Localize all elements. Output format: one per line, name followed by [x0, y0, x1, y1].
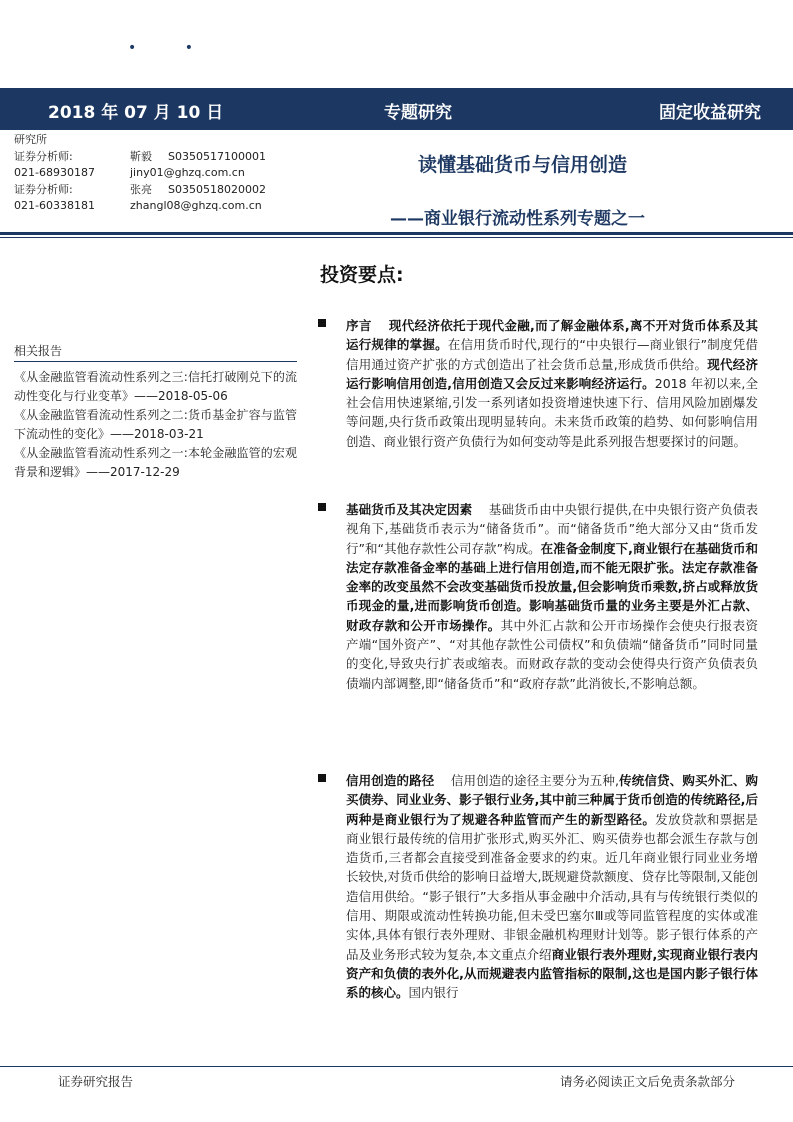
section-heading: 信用创造的路径 [346, 773, 435, 788]
footer-disclaimer: 请务必阅读正文后免责条款部分 [559, 1074, 735, 1089]
analyst-phone: 021-68930187 [14, 166, 95, 179]
analyst-email[interactable]: zhangl08@ghzq.com.cn [130, 199, 262, 212]
analyst-role: 证券分析师: [14, 149, 73, 163]
analyst-cert: S0350517100001 [168, 149, 266, 163]
header-dots: • • [128, 40, 215, 56]
report-date: 2018 年 07 月 10 日 [48, 103, 224, 123]
analyst-role: 证券分析师: [14, 182, 73, 196]
report-category: 固定收益研究 [659, 103, 761, 123]
related-report-link[interactable]: 《从金融监管看流动性系列之三:信托打破刚兑下的流动性变化与行业变革》——2018-05-06 [14, 370, 297, 403]
related-reports [14, 342, 297, 482]
section-bold-text: 传统信贷、购买外汇、购买债券、同业业务、影子银行业务,其中前三种属于货币创造的传统路径,后两种是商业银行为了规避各种监管而产生的新型路径。 [346, 773, 758, 827]
related-report-link[interactable]: 《从金融监管看流动性系列之一:本轮金融监管的宏观背景和逻辑》——2017-12-29 [14, 446, 297, 479]
title-divider-thin [0, 237, 793, 238]
report-type: 专题研究 [384, 103, 452, 123]
section-bold-text: 商业银行表外理财,实现商业银行表内资产和负债的表外化,从而规避表内监管指标的限制,这也是国内影子银行体系的核心。 [346, 946, 759, 1001]
section-heading: 基础货币及其决定因素 [346, 502, 473, 517]
section-preface [318, 316, 758, 451]
section-bold-text: 在准备金制度下,商业银行在基础货币和法定存款准备金率的基础上进行信用创造,而不能无限扩张。法定存款准备金率的改变虽然不会改变基础货币投放量,但会影响货币乘数,挤占或释放货币现金的量,进而影响货币创造。影响基础货币量的业务主要是外汇占款、财政存款和公开市场操作。 [346, 540, 758, 633]
report-subtitle: ——商业银行流动性系列专题之一 [390, 209, 645, 229]
section-text: 基础货币由中央银行提供,在中央银行资产负债表视角下,基础货币表示为“储备货币”。而“储备货币”绝大部分又由“货币发行”和“其他存款性公司存款”构成。 [346, 502, 758, 556]
section-text: 国内银行 [408, 985, 459, 1001]
section-text: 在信用货币时代,现行的“中央银行—商业银行”制度凭借信用通过资产扩张的方式创造出了社会货币总量,形成货币供给。 [346, 337, 758, 372]
title-divider [0, 232, 793, 235]
section-text: 信用创造的途径主要分为五种, [450, 773, 620, 788]
bullet-icon [318, 319, 326, 327]
section-bold-text: 现代经济运行影响信用创造,信用创造又会反过来影响经济运行。 [346, 356, 758, 391]
analyst-row [14, 149, 266, 166]
analyst-name: 靳毅 [130, 149, 152, 163]
footer-label: 证券研究报告 [58, 1074, 134, 1089]
report-title: 读懂基础货币与信用创造 [418, 154, 628, 176]
section-bold-text: 现代经济依托于现代金融,而了解金融体系,离不开对货币体系及其运行规律的掌握。 [346, 318, 758, 353]
bullet-icon [318, 774, 326, 782]
analyst-cert: S0350518020002 [168, 182, 266, 196]
related-reports-heading: 相关报告 [14, 342, 297, 362]
analyst-name: 张亮 [130, 182, 152, 196]
institute-label: 研究所 [14, 133, 47, 146]
analyst-phone: 021-60338181 [14, 199, 95, 212]
analyst-row [14, 182, 266, 199]
section-text: 其中外汇占款和公开市场操作会使央行报表资产端“国外资产”、“对其他存款性公司债权”和负债端“储备货币”同时同量的变化,导致央行扩表或缩表。而财政存款的变动会使得央行资产负债表负债端内部调整,即“储备货币”和“政府存款”此消彼长,不影响总额。 [346, 617, 758, 691]
bullet-icon [318, 503, 326, 511]
section-credit-creation [318, 771, 758, 1003]
analyst-info [14, 132, 266, 215]
section-text: 发放贷款和票据是商业银行最传统的信用扩张形式,购买外汇、购买债券也都会派生存款与创造货币,三者都会直接受到准备金要求的约束。近几年商业银行同业业务增长较快,对货币供给的影响日益增大,既规避贷款额度、贷存比等限制,又能创造信用供给。“影子银行”大多指从事金融中介活动,具有与传统银行类似的信用、期限或流动性转换功能,但未受巴塞尔Ⅲ或等同监管程度的实体或准实体,具体有银行表外理财、非银金融机构理财计划等。影子银行体系的产品及业务形式较为复杂,本文重点介绍 [346, 811, 758, 962]
section-text: 2018 年初以来,全社会信用快速紧缩,引发一系列诸如投资增速快速下行、信用风险加剧爆发等问题,央行货币政策出现明显转向。未来货币政策的趋势、如何影响信用创造、商业银行资产负债行为如何变动等是此系列报告想要探讨的问题。 [346, 375, 759, 449]
footer-divider [0, 1066, 793, 1067]
header-banner [0, 88, 793, 130]
investment-points-title: 投资要点: [320, 264, 404, 286]
section-heading: 序言 [346, 318, 372, 333]
analyst-email[interactable]: jiny01@ghzq.com.cn [130, 166, 245, 179]
related-report-link[interactable]: 《从金融监管看流动性系列之二:货币基金扩容与监管下流动性的变化》——2018-03-21 [14, 408, 297, 441]
analyst-contact-row [14, 198, 266, 215]
section-base-money [318, 500, 758, 693]
analyst-contact-row [14, 165, 266, 182]
